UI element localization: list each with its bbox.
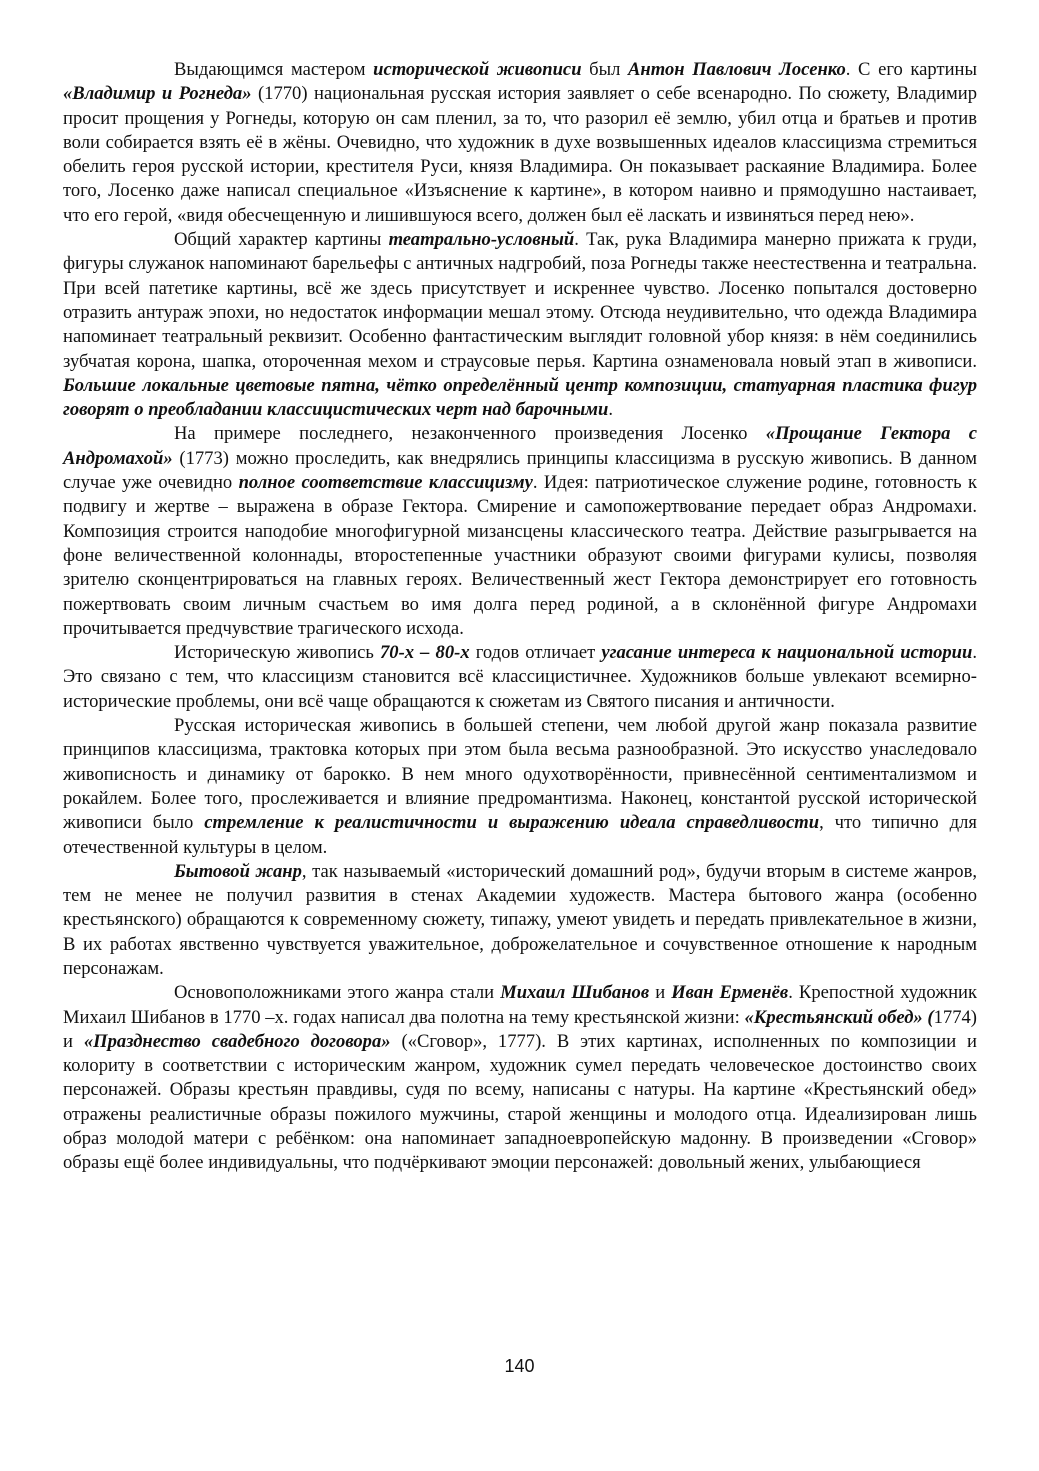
emphasis-run: Михаил Шибанов	[500, 982, 650, 1004]
emphasis-run: театрально-условный	[388, 229, 575, 251]
text-run: был	[581, 59, 629, 80]
paragraph-7	[63, 981, 977, 1175]
text-run: . Это связано с тем, что классицизм становится всё классицистичнее. Художников больше увлекают всемирно-исторические проблемы, они всё чаще обращаются к сюжетам из Святого писания и античности.	[63, 642, 978, 712]
emphasis-text	[671, 982, 788, 1003]
emphasis-run: Большие локальные цветовые пятна, чётко определённый центр композиции, статуарная пластика фигур говорят о преобладании классицистических черт над барочными	[63, 374, 977, 421]
emphasis-text	[500, 982, 649, 1003]
emphasis-text	[239, 472, 533, 493]
text-run: .	[608, 399, 614, 421]
paragraph-6	[63, 860, 977, 981]
emphasis-text	[628, 59, 846, 80]
emphasis-run: полное соответствие классицизму	[238, 472, 533, 494]
text-run: Историческую живопись	[174, 642, 380, 664]
emphasis-run: «Крестьянский обед» (	[744, 1006, 934, 1028]
text-run: Русская историческая живопись в большей степени, чем любой другой жанр показала развитие принципов классицизма, трактовка которых при этом была весьма разнообразной. Это искусство унаследовало живописность и динамику от барокко. В нем много одухотворённости, привнесённой сентиментализмом и рокайлем. Более того, прослеживается и влияние предромантизма. Наконец, константой русской исторической живописи было	[63, 715, 977, 834]
emphasis-text	[204, 812, 819, 833]
text-run: и	[649, 982, 672, 1004]
emphasis-run: стремление к реалистичности и выражению идеала справедливости	[204, 812, 820, 834]
text-run: Выдающимся мастером	[174, 59, 374, 80]
paragraph-1	[63, 58, 977, 228]
text-run: . Так, рука Владимира манерно прижата к груди, фигуры служанок напоминают барельефы с античных надгробий, поза Рогнеды также неестественна и театральна. При всей патетике картины, всё же здесь присутствует и искреннее чувство. Лосенко попытался достоверно отразить антураж эпохи, но недостаток информации мешал этому. Отсюда неудивительно, что одежда Владимира напоминает театральный реквизит. Особенно фантастическим выглядит головной убор князя: в нём соединились зубчатая корона, шапка, отороченная мехом и страусовые перья. Картина ознаменовала новый этап в живописи.	[63, 229, 977, 372]
text-run: годов отличает	[469, 642, 602, 664]
text-run: На примере последнего, незаконченного произведения Лосенко	[174, 423, 766, 445]
emphasis-text	[373, 59, 581, 80]
text-run: Основоположниками этого жанра стали	[174, 982, 501, 1004]
text-run: . Идея: патриотическое служение родине, готовность к подвигу и жертве – выражена в образе Гектора. Смирение и самопожертвование передает образ Андромахи. Композиция строится наподобие многофигурной мизансцены классического театра. Действие разыгрывается на фоне величественной колоннады, второстепенные участники образуют своими фигурами кулисы, позволяя зрителю сконцентрироваться на главных героях. Величественный жест Гектора демонстрирует его готовность пожертвовать своим личным счастьем во имя долга перед родиной, а в склонённой фигуре Андромахи прочитывается предчувствие трагического исхода.	[63, 472, 977, 639]
text-run: («Сговор», 1777). В этих картинах, исполненных по композиции и колориту в соответствии с историческим жанром, художник сумел передать человеческое достоинство своих персонажей. Образы крестьян правдивы, судя по всему, написаны с натуры. На картине «Крестьянский обед» отражены реалистичные образы пожилого мужчины, старой женщины и молодого отца. Идеализирован лишь образ молодой матери с ребёнком: она напоминает западноевропейскую мадонну. В произведении «Сговор» образы ещё более индивидуальны, что подчёркивают эмоции персонажей: довольный жених, улыбающиеся	[63, 1030, 977, 1174]
emphasis-text	[174, 861, 302, 882]
emphasis-run: Антон Павлович Лосенко	[628, 59, 846, 80]
emphasis-run: «Прощание Гектора с Андромахой»	[63, 423, 977, 469]
text-run: . Крепостной художник Михаил Шибанов в 1770 –х. годах написал два полотна на тему крестьянской жизни:	[63, 982, 978, 1028]
page-number: 140	[504, 1356, 535, 1376]
text-run: 1774) и	[63, 1006, 977, 1052]
emphasis-run: исторической живописи	[373, 59, 582, 80]
emphasis-run: 70-х – 80-х	[379, 642, 470, 664]
paragraph-5	[63, 714, 977, 860]
emphasis-run: Бытовой жанр	[174, 860, 302, 882]
emphasis-run: Иван Ерменёв	[671, 982, 789, 1004]
page-body	[63, 58, 977, 1176]
emphasis-text	[63, 83, 252, 104]
text-run: . С его картины	[845, 59, 977, 80]
emphasis-text	[84, 1031, 391, 1052]
emphasis-text	[389, 229, 575, 250]
text-run: , так называемый «исторический домашний род», будучи вторым в системе жанров, тем не менее не получил развития в стенах Академии художеств. Мастера бытового жанра (особенно крестьянского) обращаются к современному сюжету, типажу, умеют увидеть и передать привлекательное в жизни, В их работах явственно чувствуется уважительное, доброжелательное и сочувственное отношение к народным персонажам.	[63, 860, 977, 979]
text-run: , что типично для отечественной культуры в целом.	[63, 812, 977, 858]
paragraph-2	[63, 228, 977, 422]
paragraph-4	[63, 641, 977, 714]
emphasis-text	[744, 1007, 933, 1028]
emphasis-text	[380, 642, 470, 663]
emphasis-run: «Владимир и Рогнеда»	[63, 83, 252, 105]
text-run: Общий характер картины	[174, 229, 389, 251]
paragraph-3	[63, 422, 977, 641]
text-run: (1773) можно проследить, как внедрялись принципы классицизма в русскую живопись. В данном случае уже очевидно	[63, 447, 977, 494]
text-run: (1770) национальная русская история заявляет о себе всенародно. По сюжету, Владимир просит прощения у Рогнеды, которую он сам пленил, за то, что разорил её землю, убил отца и братьев и против воли собирается взять её в жёны. Очевидно, что художник в духе возвышенных идеалов классицизма стремиться обелить героя русской истории, крестителя Руси, князя Владимира. Он показывает раскаяние Владимира. Более того, Лосенко даже написал специальное «Изъяснение к картине», в котором наивно и прямодушно настаивает, что его герой, «видя обесчещенную и лишившуюся всего, должен был её ласкать и извиняться перед нею».	[63, 83, 977, 226]
emphasis-text	[63, 375, 977, 420]
emphasis-text	[601, 642, 972, 663]
emphasis-run: угасание интереса к национальной истории	[601, 642, 973, 664]
emphasis-run: «Празднество свадебного договора»	[83, 1030, 391, 1052]
